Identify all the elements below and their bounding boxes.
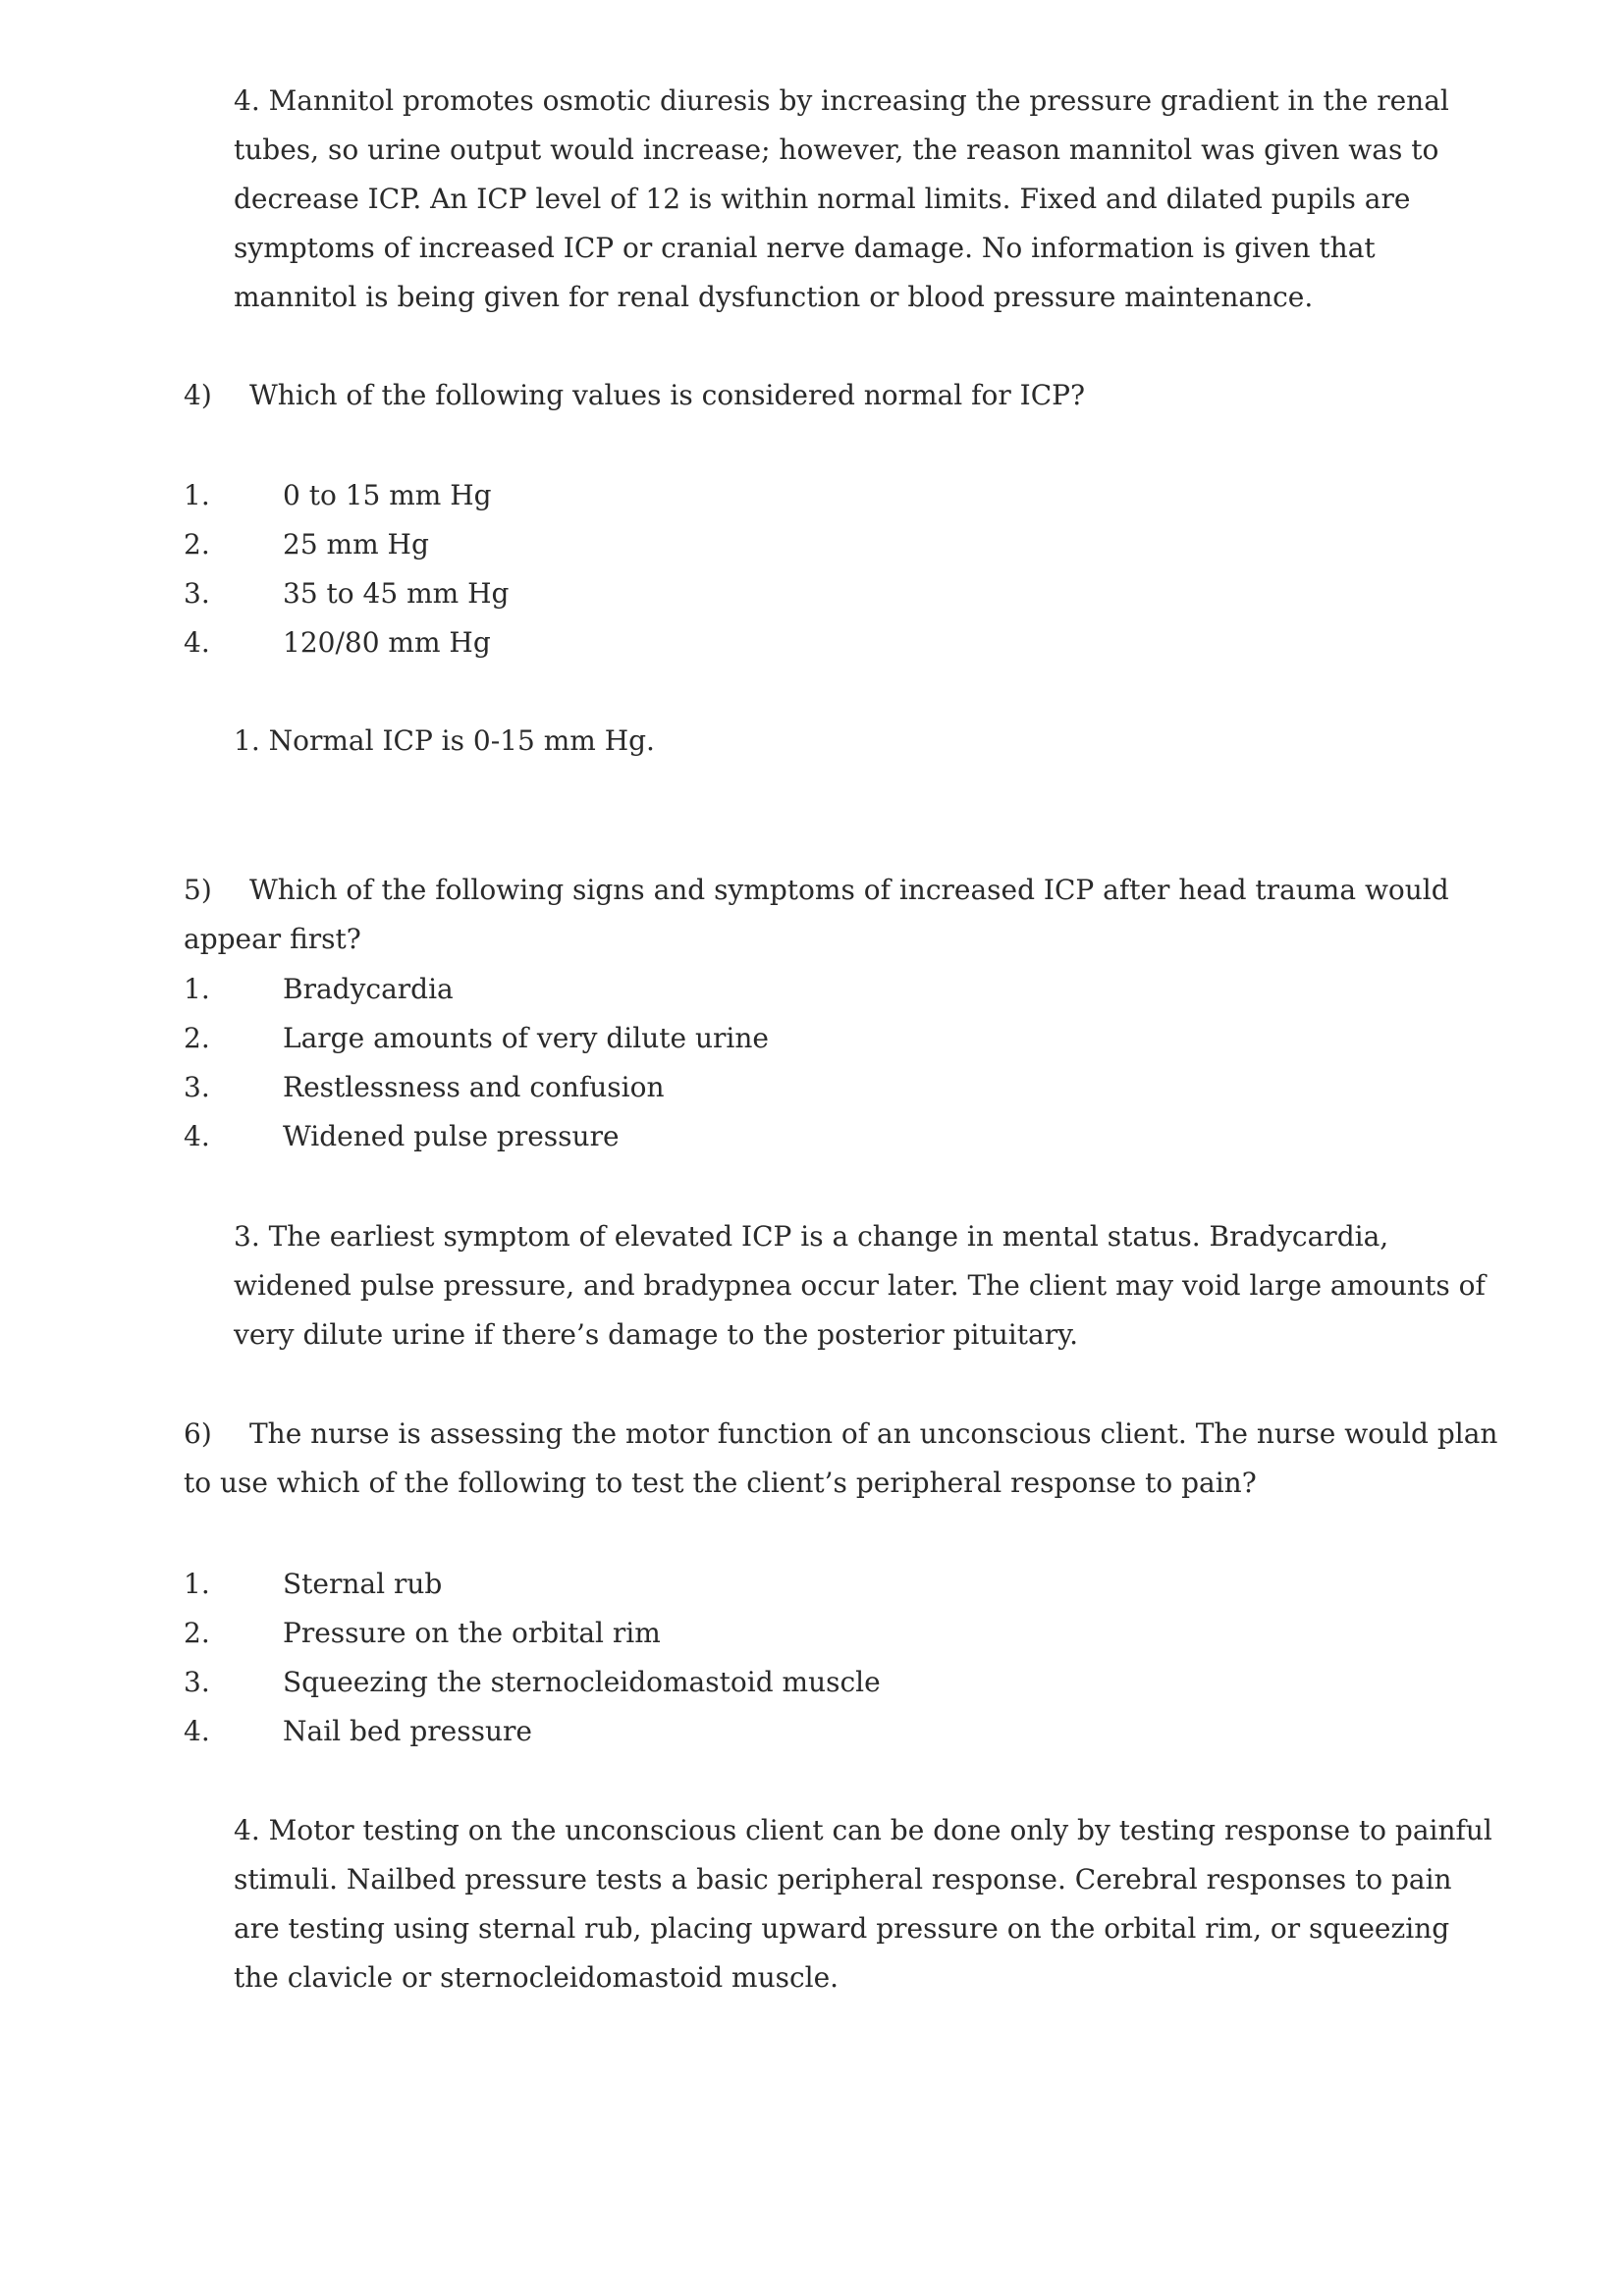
option-item bbox=[184, 1014, 1460, 1063]
option-item bbox=[184, 520, 1460, 569]
option-text: 35 to 45 mm Hg bbox=[283, 577, 510, 610]
option-item bbox=[184, 618, 1460, 667]
question-4-options bbox=[184, 471, 1460, 667]
option-item bbox=[184, 965, 1460, 1014]
question-4-number: 4) bbox=[184, 379, 212, 411]
option-item bbox=[184, 1707, 1460, 1756]
question-6 bbox=[184, 1410, 1499, 1508]
option-item bbox=[184, 1560, 1460, 1609]
option-item bbox=[184, 1063, 1460, 1112]
option-text: 25 mm Hg bbox=[283, 528, 429, 561]
option-number: 2. bbox=[184, 528, 210, 561]
option-text: Nail bed pressure bbox=[283, 1715, 532, 1747]
option-number: 2. bbox=[184, 1022, 210, 1054]
option-text: Bradycardia bbox=[283, 973, 454, 1005]
option-number: 1. bbox=[184, 973, 210, 1005]
answer-question-4: 1. Normal ICP is 0-15 mm Hg. bbox=[234, 724, 655, 757]
answer-question-5: 3. The earliest symptom of elevated ICP is a change in mental status. Bradycardia, widened pulse pressure, and bradypnea occur later. The client may void large amounts of very dilute urine if there’s damage to the posterior pituitary. bbox=[234, 1220, 1486, 1351]
option-item bbox=[184, 569, 1460, 618]
option-number: 1. bbox=[184, 479, 210, 511]
option-number: 4. bbox=[184, 1715, 210, 1747]
option-text: 0 to 15 mm Hg bbox=[283, 479, 492, 511]
question-5-text: Which of the following signs and symptoms of increased ICP after head trauma would appear first? bbox=[184, 874, 1449, 955]
option-number: 2. bbox=[184, 1617, 210, 1649]
question-5-number: 5) bbox=[184, 874, 212, 906]
option-number: 3. bbox=[184, 1666, 210, 1698]
option-text: Large amounts of very dilute urine bbox=[283, 1022, 769, 1054]
option-number: 4. bbox=[184, 626, 210, 659]
question-4-text: Which of the following values is considered normal for ICP? bbox=[249, 379, 1085, 411]
option-text: 120/80 mm Hg bbox=[283, 626, 491, 659]
question-5 bbox=[184, 866, 1499, 964]
option-text: Widened pulse pressure bbox=[283, 1120, 620, 1152]
question-6-text: The nurse is assessing the motor function of an unconscious client. The nurse would plan to use which of the following to test the client’s peripheral response to pain? bbox=[184, 1417, 1498, 1499]
option-number: 3. bbox=[184, 577, 210, 610]
option-text: Sternal rub bbox=[283, 1568, 443, 1600]
option-number: 3. bbox=[184, 1071, 210, 1103]
question-6-number: 6) bbox=[184, 1417, 212, 1450]
question-4 bbox=[184, 371, 1499, 420]
answer-question-6: 4. Motor testing on the unconscious client can be done only by testing response to painful stimuli. Nailbed pressure tests a basic peripheral response. Cerebral responses to pain are testing using sternal rub, placing upward pressure on the orbital rim, or squeezing the clavicle or sternocleidomastoid muscle. bbox=[234, 1814, 1492, 1994]
option-text: Pressure on the orbital rim bbox=[283, 1617, 661, 1649]
option-text: Squeezing the sternocleidomastoid muscle bbox=[283, 1666, 881, 1698]
option-number: 1. bbox=[184, 1568, 210, 1600]
option-item bbox=[184, 1658, 1460, 1707]
question-5-options bbox=[184, 965, 1460, 1161]
option-text: Restlessness and confusion bbox=[283, 1071, 665, 1103]
answer-question-3: 4. Mannitol promotes osmotic diuresis by increasing the pressure gradient in the renal tubes, so urine output would increase; however, the reason mannitol was given was to decrease ICP. An ICP level of 12 is within normal limits. Fixed and dilated pupils are symptoms of increased ICP or cranial nerve damage. No information is given that mannitol is being given for renal dysfunction or blood pressure maintenance. bbox=[234, 84, 1449, 313]
option-item bbox=[184, 1609, 1460, 1658]
option-number: 4. bbox=[184, 1120, 210, 1152]
option-item bbox=[184, 471, 1460, 520]
question-6-options bbox=[184, 1560, 1460, 1756]
option-item bbox=[184, 1112, 1460, 1161]
